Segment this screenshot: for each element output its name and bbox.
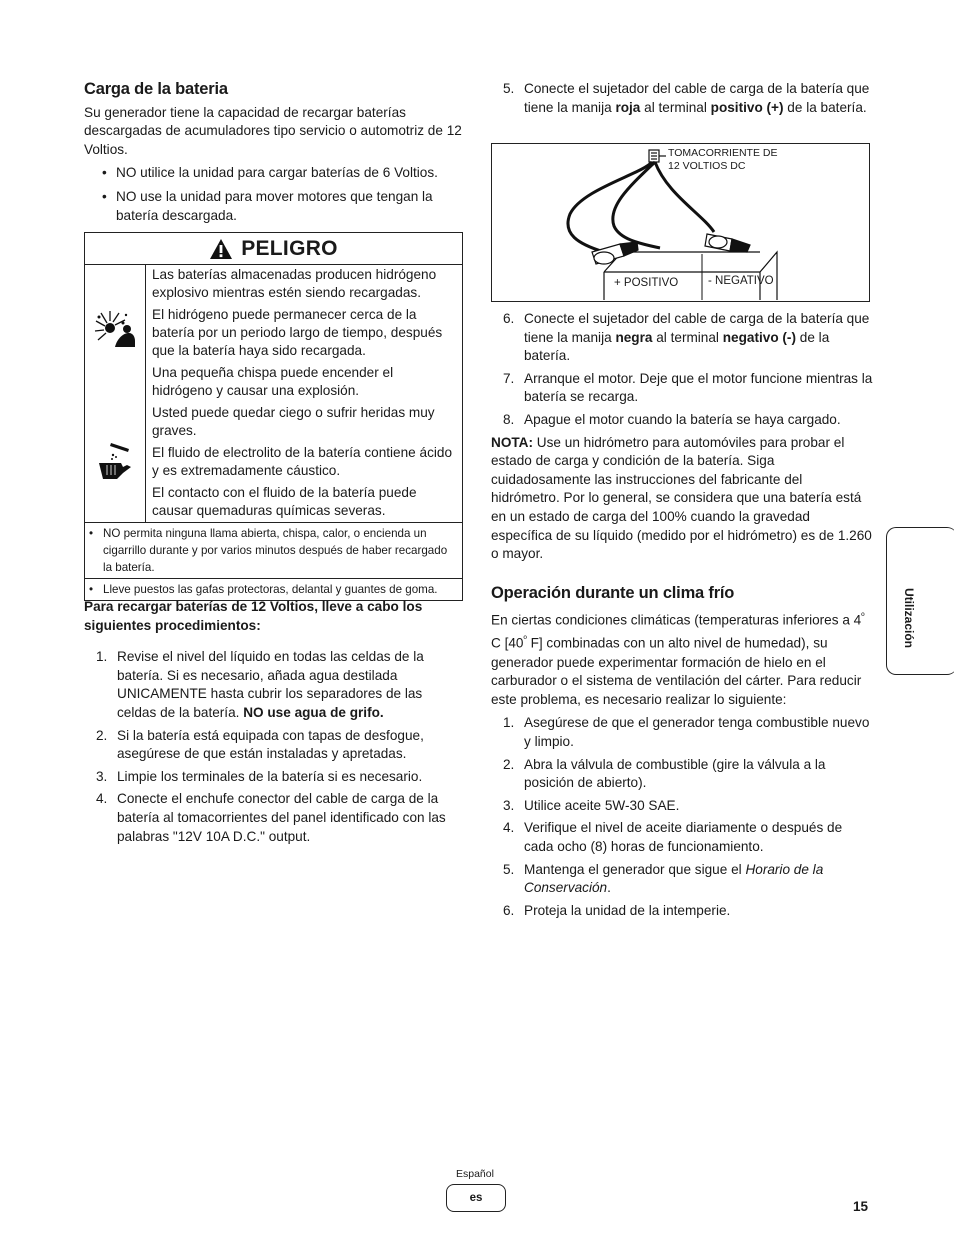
danger-text: Las baterías almacenadas producen hidrógeno explosivo mientras estén siendo recargadas. El hidrógeno puede permanecer cerca de la batería por un periodo largo de tiempo, después que la batería haya sido recargada. Una pequeña chispa puede encender el hidrógeno y causar una explosión. Usted puede quedar ciego o sufrir heridas muy graves. El fluido de electrolito de la batería contiene ácido y es extremadamente cáustico. El contacto con el fluido de la batería puede causar quemaduras químicas severas. [152, 267, 453, 518]
battery-section-title: Carga de la bateria [84, 80, 228, 98]
list-item: 7. Arranque el motor. Deje que el motor funcione mientras la batería se recarga. [503, 370, 873, 405]
list-item: 2. Si la batería está equipada con tapas de desfogue, asegúrese de que están instaladas y apretadas. [96, 727, 424, 762]
section-tab [886, 527, 954, 675]
charging-diagram [491, 143, 870, 302]
list-item: 6. Conecte el sujetador del cable de carga de la batería que tiene la manija negra al terminal negativo (-) de la batería. [503, 311, 870, 364]
list-item: • Lleve puestos las gafas protectoras, delantal y guantes de goma. [85, 578, 462, 600]
list-item: 4. Conecte el enchufe conector del cable de carga de la batería al tomacorrientes del panel identificado con las palabras "12V 10A D.C." output. [96, 791, 446, 844]
section-tab-label: Utilización [902, 588, 916, 649]
battery-intro: Su generador tiene la capacidad de recargar baterías descargadas de acumuladores tipo servicio o automotriz de 12 Voltios. [84, 104, 462, 157]
language-badge: es [446, 1184, 506, 1212]
right-column-top [491, 80, 873, 121]
explosion-hazard-icon [93, 309, 137, 349]
list-item: 4. Verifique el nivel de aceite diariamente o después de cada ocho (8) horas de funcionamiento. [503, 820, 843, 854]
language-label: Español [456, 1168, 494, 1180]
cold-weather-title: Operación durante un clima frío [491, 583, 735, 602]
procedure-block [84, 598, 464, 850]
list-item: 1. Revise el nivel del líquido en todas las celdas de la batería. Si es necesario, añada agua destilada UNICAMENTE hasta cubrir los separadores de las celdas de la batería. NO use agua de grifo. [96, 649, 424, 720]
danger-box [84, 232, 463, 601]
corrosive-hazard-icon [93, 441, 137, 481]
positive-label: + POSITIVO [614, 277, 679, 289]
list-item: 6. Proteja la unidad de la intemperie. [503, 902, 731, 918]
warning-triangle-icon [209, 238, 233, 260]
list-item: 3. Limpie los terminales de la batería si es necesario. [96, 768, 423, 784]
cold-steps [491, 714, 873, 920]
left-column [84, 80, 464, 230]
danger-body [85, 265, 462, 523]
list-item: 1. Asegúrese de que el generador tenga combustible nuevo y limpio. [503, 715, 870, 749]
list-item: 3. Utilice aceite 5W-30 SAE. [503, 797, 680, 813]
note-paragraph: NOTA: Use un hidrómetro para automóviles para probar el estado de carga y condición de la batería. Siga cuidadosamente las instrucciones del fabricante del hidrómetro. Por lo general, se considera que una batería está en un estado de carga del 100% cuando la gravedad específica de su líquido (medido por el hidrómetro) es de 1.260 o mayor. [491, 434, 872, 562]
list-item: 5. Mantenga el generador que sigue el Horario de la Conservación. [503, 861, 824, 896]
cold-intro: En ciertas condiciones climáticas (temperaturas inferiores a $4^º$ C [$40^º$ F] combinadas con un alto nivel de humedad), su generador puede experimentar formación de hielo en el carburador o el sistema de ventilación del cárter. Para reducir este problema, es necesario realizar lo siguiente: [491, 611, 865, 707]
procedure-heading: Para recargar baterías de 12 Voltios, lleve a cabo los siguientes procedimientos: [84, 599, 423, 633]
danger-header [85, 233, 462, 265]
list-item: 2. Abra la válvula de combustible (gire la válvula a la posición de abierto). [503, 756, 826, 791]
danger-icons [85, 265, 146, 522]
list-item: • NO utilice la unidad para cargar baterías de 6 Voltios. [102, 165, 438, 181]
list-item: • NO permita ninguna llama abierta, chispa, calor, o encienda un cigarrillo durante y por varios minutos después de haber recargado la batería. [89, 527, 448, 574]
battery-bullets [84, 164, 464, 225]
list-item: 8. Apague el motor cuando la batería se haya cargado. [503, 411, 841, 427]
list-item: 5. Conecte el sujetador del cable de carga de la batería que tiene la manija roja al terminal positivo (+) de la batería. [503, 81, 870, 115]
procedure-steps [84, 648, 464, 846]
list-item: • NO use la unidad para mover motores que tengan la batería descargada. [102, 188, 433, 223]
right-column-bottom [491, 310, 873, 924]
danger-footer [85, 523, 462, 600]
negative-label: - NEGATIVO [708, 275, 774, 287]
page-number: 15 [853, 1199, 869, 1214]
outlet-label: TOMACORRIENTE DE 12 VOLTIOS DC [668, 147, 778, 172]
danger-title: PELIGRO [241, 236, 338, 260]
